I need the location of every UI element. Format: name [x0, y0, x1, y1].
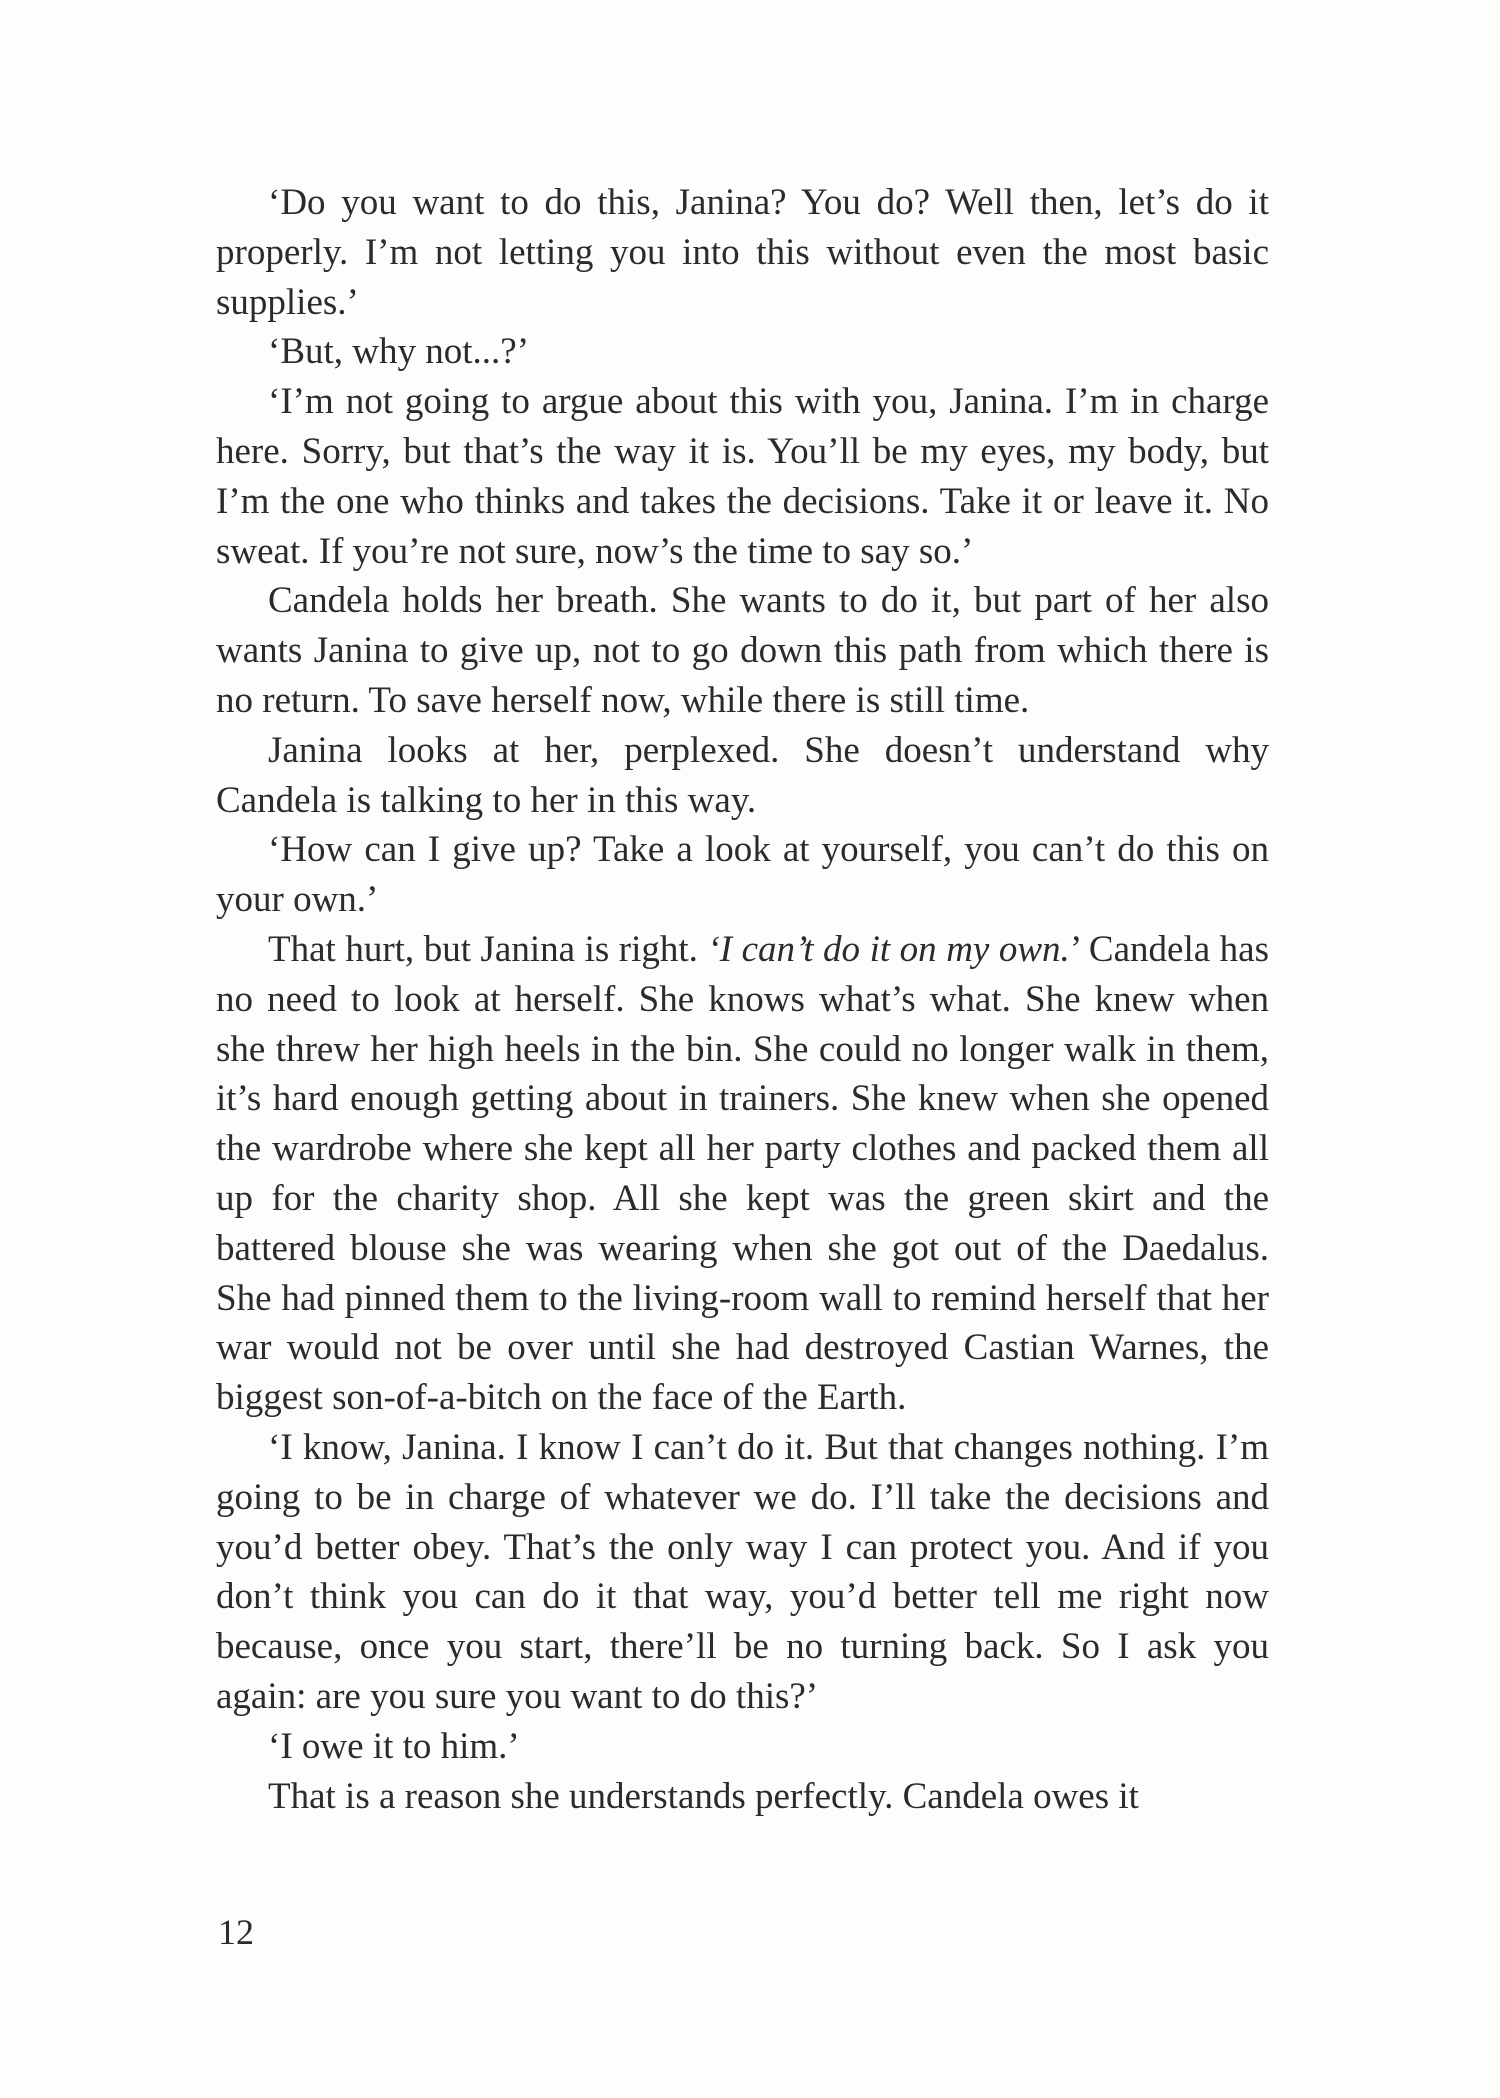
- page-number: 12: [218, 1912, 254, 1952]
- paragraph-7-italic: ‘I can’t do it on my own.: [707, 928, 1070, 970]
- paragraph-7-start: That hurt, but Janina is right.: [268, 928, 708, 970]
- paragraph-6: ‘How can I give up? Take a look at yourself, you can’t do this on your own.’: [216, 829, 1269, 921]
- paragraph-2: ‘But, why not...?’: [268, 331, 530, 373]
- paragraph-8: ‘I know, Janina. I know I can’t do it. But that changes nothing. I’m going to be in charge of whatever we do. I’ll take the decisions and you’d better obey. That’s the only way I can protect you. And if you don’t think you can do it that way, you’d better tell me right now because, once you start, there’ll be no turning back. So I ask you again: are you sure you want to do this?’: [216, 1426, 1269, 1717]
- paragraph-7: [216, 925, 1269, 1423]
- paragraph-4: Candela holds her breath. She wants to do it, but part of her also wants Janina to give up, not to go down this path from which there is no return. To save herself now, while there is still time.: [216, 580, 1269, 721]
- paragraph-10: That is a reason she understands perfectly. Candela owes it: [268, 1775, 1139, 1817]
- paragraph-7-rest: ’ Candela has no need to look at herself. She knows what’s what. She knew when she threw her high heels in the bin. She could no longer walk in them, it’s hard enough getting about in trainers. She knew when she opened the wardrobe where she kept all her party clothes and packed them all up for the charity shop. All she kept was the green skirt and the battered blouse she was wearing when she got out of the Daedalus. She had pinned them to the living-room wall to remind herself that her war would not be over until she had destroyed Castian Warnes, the biggest son-of-a-bitch on the face of the Earth.: [216, 928, 1269, 1419]
- paragraph-3: ‘I’m not going to argue about this with you, Janina. I’m in charge here. Sorry, but that’s the way it is. You’ll be my eyes, my body, but I’m the one who thinks and takes the decisions. Take it or leave it. No sweat. If you’re not sure, now’s the time to say so.’: [216, 381, 1269, 572]
- paragraph-5: Janina looks at her, perplexed. She doesn’t understand why Candela is talking to her in this way.: [216, 729, 1269, 821]
- body-text: [216, 178, 1269, 1821]
- paragraph-9: ‘I owe it to him.’: [268, 1725, 520, 1767]
- paragraph-1: ‘Do you want to do this, Janina? You do? Well then, let’s do it properly. I’m not letting you into this without even the most basic supplies.’: [216, 182, 1269, 323]
